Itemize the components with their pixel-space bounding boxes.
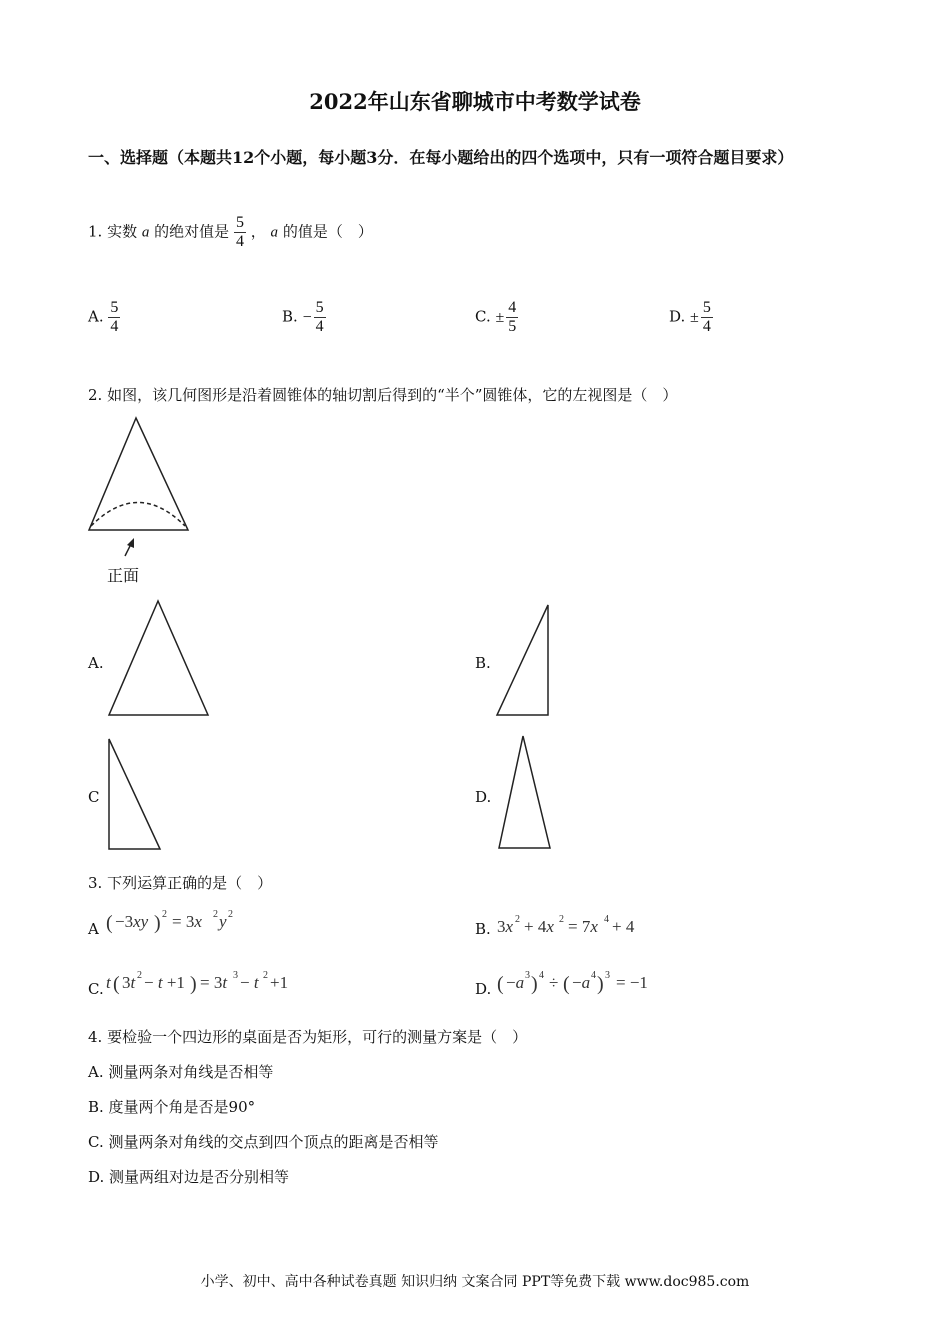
- q4-option-c[interactable]: C. 测量两条对角线的交点到四个顶点的距离是否相等: [88, 1133, 439, 1151]
- svg-text:): ): [190, 973, 197, 995]
- svg-text:): ): [531, 973, 538, 995]
- q2-option-b-label[interactable]: B.: [475, 654, 491, 672]
- svg-text:3: 3: [605, 970, 610, 981]
- svg-text:+ 4x: + 4x: [524, 917, 554, 936]
- q3-option-c-formula[interactable]: [106, 966, 306, 1000]
- svg-text:3: 3: [233, 970, 238, 981]
- q2-option-a-label[interactable]: A.: [88, 654, 104, 672]
- question-4: 4. 要检验一个四边形的桌面是否为矩形，可行的测量方案是（ ）: [88, 1028, 528, 1046]
- q1-text-a: 1. 实数: [88, 222, 138, 241]
- question-2: 2. 如图，该几何图形是沿着圆锥体的轴切割后得到的“半个”圆锥体，它的左视图是（ ）: [88, 386, 678, 404]
- svg-text:−3xy: −3xy: [115, 912, 149, 931]
- q3-option-a-formula[interactable]: [106, 905, 246, 939]
- q3-option-b-formula[interactable]: [494, 910, 654, 940]
- q2-option-a-triangle[interactable]: [106, 598, 212, 718]
- cone-outline: [89, 418, 188, 530]
- svg-text:t: t: [106, 973, 111, 992]
- q1-frac-den: 4: [235, 233, 244, 250]
- svg-text:÷: ÷: [549, 973, 559, 992]
- frac-den: 5: [508, 318, 517, 335]
- svg-text:3: 3: [525, 970, 530, 981]
- svg-text:3x: 3x: [497, 917, 514, 936]
- cone-base-dashed: [91, 503, 185, 527]
- option-label: D.: [669, 307, 686, 326]
- half-cone-figure: [86, 414, 196, 584]
- q2-option-b-triangle[interactable]: [494, 602, 552, 718]
- frac-den: 4: [702, 318, 711, 335]
- q2-option-c-label[interactable]: C: [88, 788, 100, 806]
- q4-option-d[interactable]: D. 测量两组对边是否分别相等: [88, 1168, 290, 1186]
- q1-option-a[interactable]: [88, 299, 120, 336]
- q1-frac-num: 5: [235, 214, 244, 231]
- svg-text:2: 2: [515, 914, 520, 925]
- svg-text:2: 2: [213, 909, 218, 920]
- svg-text:y: y: [219, 912, 227, 931]
- svg-text:= 7x: = 7x: [568, 917, 598, 936]
- section-heading: 一、选择题（本题共12个小题，每小题3分．在每小题给出的四个选项中，只有一项符合题目要求）: [88, 148, 794, 167]
- option-fraction: [506, 299, 518, 336]
- svg-text:2: 2: [162, 909, 167, 920]
- svg-text:+1: +1: [270, 973, 289, 992]
- svg-text:2: 2: [137, 970, 142, 981]
- page-footer: 小学、初中、高中各种试卷真题 知识归纳 文案合同 PPT等免费下载 www.doc985.com: [200, 1274, 750, 1290]
- svg-text:= −1: = −1: [616, 973, 648, 992]
- frac-den: 4: [315, 318, 324, 335]
- q1-var2: a: [270, 224, 279, 241]
- q3-option-d-label[interactable]: D.: [475, 980, 492, 998]
- q1-option-c[interactable]: [475, 299, 518, 336]
- frac-num: 5: [702, 299, 711, 316]
- svg-text:−a: −a: [506, 973, 525, 992]
- q1-text-c: ，: [250, 222, 266, 241]
- frac-num: 5: [110, 299, 119, 316]
- option-fraction: [701, 299, 713, 336]
- svg-text:4: 4: [539, 970, 544, 981]
- svg-text:= 3t: = 3t: [200, 973, 228, 992]
- q4-option-a[interactable]: A. 测量两条对角线是否相等: [88, 1063, 274, 1081]
- option-sign: ±: [690, 308, 699, 326]
- svg-text:− t: − t: [240, 973, 259, 992]
- q2-option-d-triangle[interactable]: [496, 733, 554, 851]
- q3-option-a-label[interactable]: A: [88, 920, 99, 938]
- q1-text-d: 的值是（ ）: [282, 222, 373, 241]
- svg-text:(: (: [106, 912, 113, 934]
- option-label: B.: [282, 307, 298, 326]
- frac-num: 5: [315, 299, 324, 316]
- svg-text:(: (: [497, 973, 504, 995]
- svg-text:): ): [154, 912, 161, 934]
- q3-option-b-label[interactable]: B.: [475, 920, 491, 938]
- q4-option-b[interactable]: B. 度量两个角是否是90°: [88, 1098, 256, 1116]
- front-arrow-head: [127, 538, 134, 548]
- option-sign: −: [302, 308, 312, 326]
- frac-den: 4: [110, 318, 119, 335]
- svg-text:4: 4: [591, 970, 596, 981]
- q1-var: a: [141, 224, 150, 241]
- option-fraction: [108, 299, 120, 336]
- option-label: C.: [475, 307, 491, 326]
- option-fraction: [314, 299, 326, 336]
- q3-option-c-label[interactable]: C.: [88, 980, 104, 998]
- svg-text:3t: 3t: [122, 973, 136, 992]
- q1-fraction: [234, 214, 246, 251]
- svg-text:2: 2: [228, 909, 233, 920]
- svg-text:(: (: [113, 973, 120, 995]
- svg-text:−a: −a: [572, 973, 591, 992]
- question-1: [88, 214, 373, 251]
- q1-option-d[interactable]: [669, 299, 713, 336]
- q2-option-d-label[interactable]: D.: [475, 788, 492, 806]
- svg-text:2: 2: [559, 914, 564, 925]
- option-label: A.: [88, 307, 104, 326]
- svg-text:= 3x: = 3x: [172, 912, 202, 931]
- q3-option-d-formula[interactable]: [494, 966, 674, 1000]
- q1-text-b: 的绝对值是: [154, 222, 230, 241]
- frac-num: 4: [508, 299, 517, 316]
- page-title: 2022年山东省聊城市中考数学试卷: [309, 89, 641, 114]
- svg-text:− t +1: − t +1: [144, 973, 185, 992]
- svg-text:2: 2: [263, 970, 268, 981]
- question-3: 3. 下列运算正确的是（ ）: [88, 874, 273, 892]
- option-sign: ±: [495, 308, 505, 326]
- svg-text:): ): [597, 973, 604, 995]
- q1-option-b[interactable]: [282, 299, 326, 336]
- front-view-label: 正面: [107, 566, 140, 585]
- svg-text:(: (: [563, 973, 570, 995]
- svg-text:+ 4: + 4: [612, 917, 635, 936]
- q2-option-c-triangle[interactable]: [106, 736, 164, 852]
- svg-text:4: 4: [604, 914, 609, 925]
